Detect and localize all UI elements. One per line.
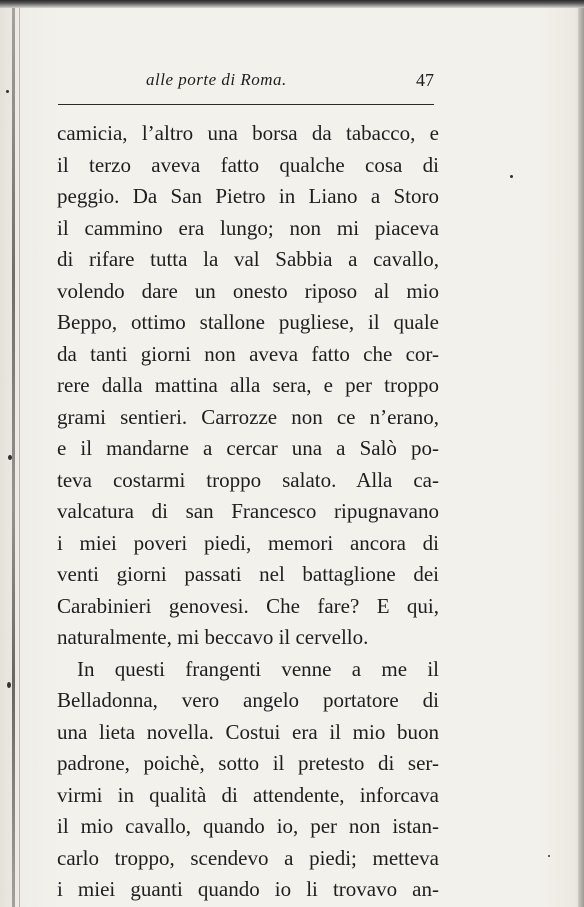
page-number: 47 <box>416 70 434 90</box>
scan-speck <box>8 455 12 460</box>
text-line: il cammino era lungo; non mi piaceva <box>57 215 439 240</box>
text-line: di rifare tutta la val Sabbia a cavallo, <box>57 247 439 271</box>
scan-speck <box>548 855 550 857</box>
text-line: da tanti giorni non aveva fatto che cor- <box>57 341 439 366</box>
text-line: il mio cavallo, quando io, per non istan- <box>57 814 439 838</box>
text-line: teva costarmi troppo salato. Alla ca- <box>57 467 439 492</box>
text-line: valcatura di san Francesco ripugnavano <box>57 499 439 523</box>
running-head-title: alle porte di Roma. <box>146 70 287 89</box>
text-line: peggio. Da San Pietro in Liano a Storo <box>57 184 439 208</box>
text-line: una lieta novella. Costui era il mio buon <box>57 719 439 744</box>
text-line: volendo dare un onesto riposo al mio <box>57 278 439 303</box>
text-line: Beppo, ottimo stallone pugliese, il quale <box>57 310 439 334</box>
page-top-edge <box>0 0 584 8</box>
text-line: virmi in qualità di attendente, inforcava <box>57 782 439 807</box>
text-line: i miei guanti quando io li trovavo an- <box>57 877 439 901</box>
text-line: In questi frangenti venne a me il <box>77 656 439 681</box>
body-text <box>57 118 439 906</box>
header-rule <box>58 104 434 105</box>
binding-shadow <box>12 8 15 907</box>
scan-speck <box>6 90 9 93</box>
text-line: Belladonna, vero angelo portatore di <box>57 688 439 712</box>
text-line: il terzo aveva fatto qualche cosa di <box>57 152 439 177</box>
text-line: i miei poveri piedi, memori ancora di <box>57 530 439 555</box>
binding-line <box>19 8 20 907</box>
text-line: naturalmente, mi beccavo il cervello. <box>57 625 369 649</box>
text-line: camicia, l’altro una borsa da tabacco, e <box>57 121 439 145</box>
text-line: carlo troppo, scendevo a piedi; metteva <box>57 845 439 870</box>
text-line: venti giorni passati nel battaglione dei <box>57 562 439 586</box>
text-line: padrone, poichè, sotto il pretesto di ser- <box>57 751 439 775</box>
text-line: rere dalla mattina alla sera, e per troppo <box>57 373 439 397</box>
text-line: e il mandarne a cercar una a Salò po- <box>57 436 439 460</box>
running-head <box>60 70 434 96</box>
page-right-edge <box>578 8 584 907</box>
text-line: grami sentieri. Carrozze non ce n’erano, <box>57 404 439 429</box>
text-line: Carabinieri genovesi. Che fare? E qui, <box>57 593 439 618</box>
scan-speck <box>510 175 513 178</box>
scan-speck <box>7 682 11 688</box>
